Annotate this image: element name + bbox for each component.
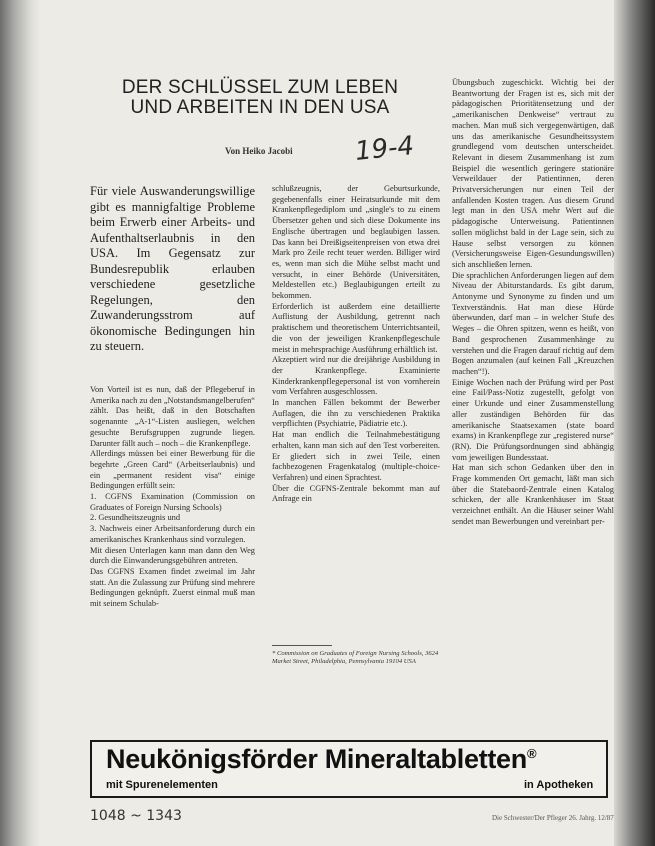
ad-subtitle: mit Spurenelementen bbox=[106, 779, 218, 791]
article-intro: Für viele Auswanderungswillige gibt es mannigfaltige Probleme beim Erwerb einer Arbeits- und Aufenthaltserlaubnis in den USA. Im Gegensatz zur Bundesrepublik erlauben verschiedene gesetzliche Regelungen, den Zuwanderungsstrom auf ökonomische Bedingungen hin zu steuern. bbox=[90, 184, 255, 353]
article-title: DER SCHLÜSSEL ZUM LEBEN UND ARBEITEN IN DEN USA bbox=[121, 77, 399, 118]
paragraph: 3. Nachweis einer Arbeitsanforderung durch ein amerikanisches Krankenhaus sind vorzulegen. bbox=[90, 524, 255, 544]
paragraph: Mit diesen Unterlagen kann man dann den Weg durch die Einwanderungsgebühren antreten. bbox=[90, 545, 255, 566]
ad-availability: in Apotheken bbox=[524, 779, 594, 791]
handwritten-page-note: 1048 ~ 1343 bbox=[90, 808, 182, 824]
paragraph: 1. CGFNS Examination (Commission on Graduates of Foreign Nursing Schools) bbox=[90, 492, 255, 512]
paragraph: Über die CGFNS-Zentrale bekommt man auf Anfrage ein bbox=[272, 483, 440, 504]
paragraph: Von Vorteil ist es nun, daß der Pflegeberuf in Amerika nach zu den „Notstandsmangelberufen“ zählt. Das heißt, daß in den Botschaften sogenannte „A-1“-Listen ausliegen, welchen gesuchte Berufsgruppen zugrunde liegen. Darunter fällt auch – noch – die Krankenpflege. bbox=[90, 385, 255, 448]
footnote-divider bbox=[272, 645, 332, 646]
article-byline: Von Heiko Jacobi bbox=[225, 146, 293, 156]
paragraph: 2. Gesundheitszeugnis und bbox=[90, 513, 181, 523]
page-edge-shadow bbox=[614, 0, 655, 846]
paragraph: In manchen Fällen bekommt der Bewerber Auflagen, die ihn zu verschiedenen Praktika verpflichten (Psychiatrie, Pädiatrie etc.). bbox=[272, 398, 440, 429]
paragraph: Übungsbuch zugeschickt. Wichtig bei der Beantwortung der Fragen ist es, sich mit der pädagogischen Prioritätensetzung und der „amerikanischen Denkweise“ vertraut zu machen. Man muß sich vergegenwärtigen, daß uns das amerikanische Gesundheitssystem grundlegend vom deutschen unterscheidet. Relevant in diesem Zusammenhang ist zum Beispiel die wesentlich geringere stationäre Verweildauer der Patientinnen, deren Privatversicherungen nur einen Teil der anfallenden Kosten tragen. Aus diesem Grund legt man in den USA mehr Wert auf die pädagogische Unterweisung. Patientinnen sollen möglichst bald in der Lage sein, sich zu Hause selbst versorgen zu können (Versicherungsweise Eigen-Gesundungswillen) sich anschließen lernen. bbox=[452, 78, 614, 269]
source-line: Die Schwester/Der Pfleger 26. Jahrg. 12/87 bbox=[492, 814, 614, 822]
paragraph: Erforderlich ist außerdem eine detaillierte Auflistung der Ausbildung, getrennt nach praktischem und theoretischem Unterrichtsanteil, die von der jeweiligen Krankenpflegeschule meist in mehrsprachige Ausführung erhältlich ist. bbox=[272, 301, 440, 354]
paragraph: Das CGFNS Examen findet zweimal im Jahr statt. An die Zulassung zur Prüfung sind mehrere Bedingungen geknüpft. Zuerst einmal muß man mit seinem Schulab- bbox=[90, 566, 255, 609]
text-column-2 bbox=[272, 184, 440, 640]
paragraph: Hat man sich schon Gedanken über den in Frage kommenden Ort gemacht, läßt man sich über die Statebaord-Zentrale einen Katalog schicken, der alle Krankenhäuser im Staat verzeichnet enthält. An die Häuser seiner Wahl sendet man Bewerbungen und vereinbart per- bbox=[452, 463, 614, 526]
handwritten-note: 19-4 bbox=[353, 130, 416, 168]
paragraph: schlußzeugnis, der Geburtsurkunde, gegebenenfalls einer Heiratsurkunde mit dem Krankenpflegediplom und „single's to zu einem Übersetzer gehen und sich diese Dokumente ins Englische übertragen und beglaubigen lassen. Das kann bei Dreißigseitenpreisen von etwa drei Mark pro Zeile recht teuer werden. Billiger wird es, wenn man sich die Mühe selbst macht und versucht, in einer Behörde (Universitäten, Meldestellen etc.) Beglaubigungen erteilt zu bekommen. bbox=[272, 184, 440, 301]
book-gutter-shadow bbox=[0, 0, 40, 846]
paragraph: Akzeptiert wird nur die dreijährige Ausbildung in der Krankenpflege. Examinierte Kinderkrankenpflegepersonal ist von vornherein vom Verfahren ausgeschlossen. bbox=[272, 355, 440, 397]
paragraph: Einige Wochen nach der Prüfung wird per Post eine Fail/Pass-Notiz zugestellt, gefolgt von einer Urkunde und einer Zusammenstellung aller zuständigen Behörden für das amerikanische Staatsexamen (state board exams) in Krankenpflege zur „registered nurse“ (RN). Die Prüfungsordnungen sind abhängig vom jeweiligen Bundesstaat. bbox=[452, 377, 614, 462]
ad-title bbox=[106, 744, 536, 775]
paragraph: Hat man endlich die Teilnahmebestätigung erhalten, kann man sich auf den Test vorbereiten. Er gliedert sich in zwei Teile, einen fachbezogenen Fragenkatalog (multiple-choice-Verfahren) und einen Sprachtest. bbox=[272, 430, 440, 482]
text-column-1 bbox=[90, 385, 255, 715]
ad-brand-name: Neukönigsförder Mineraltabletten bbox=[106, 744, 527, 774]
registered-mark: ® bbox=[526, 746, 537, 761]
text-column-3 bbox=[452, 78, 614, 724]
advertisement-box bbox=[90, 740, 608, 798]
paragraph: Die sprachlichen Anforderungen liegen auf dem Niveau der Abiturstandards. Es gibt darum, Antonyme und Synonyme zu finden und um Textverständnis. Hat man diese Hürde überwunden, darf man – in welcher Stufe des Weges – die Ohren spitzen, wenn es heißt, von Band gesprochenen Zusammenhänge zu verstehen und die Fragen darauf richtig auf dem Bogen anzumalen (auf keinen Fall „Kreuzchen machen“!). bbox=[452, 270, 614, 376]
paragraph: Allerdings müssen bei einer Bewerbung für die begehrte „Green Card“ (Arbeitserlaubnis) und ein „permanent resident visa“ einige Bedingungen erfüllt sein: bbox=[90, 449, 255, 491]
footnote: * Commission on Graduates of Foreign Nursing Schools, 3624 Market Street, Philadelphia, Pennsylvania 19104 USA bbox=[272, 650, 439, 665]
